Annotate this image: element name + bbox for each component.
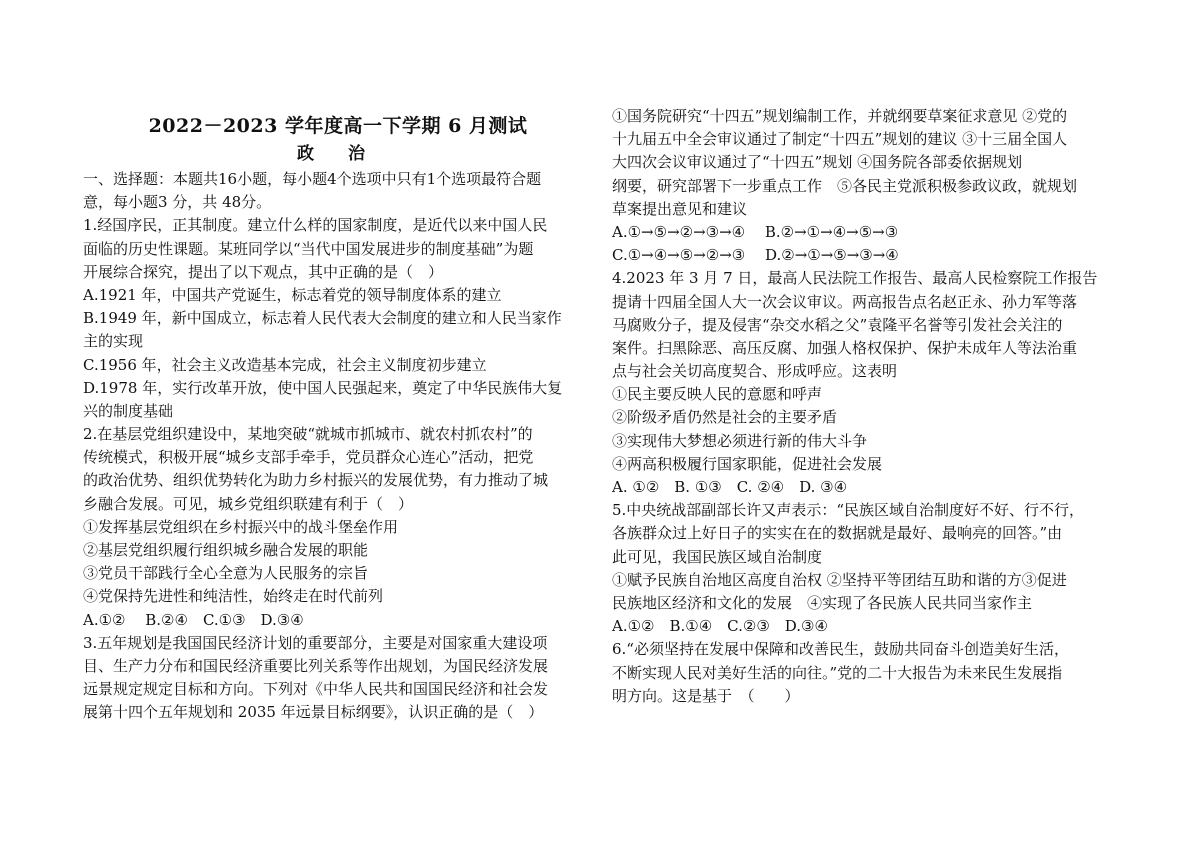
text-line: C.①→④→⑤→②→③ D.②→①→⑤→③→④ (612, 246, 899, 265)
text-line: ①民主要反映人民的意愿和呼声 (612, 385, 823, 404)
text-line: 3.五年规划是我国国民经济计划的重要部分，主要是对国家重大建设项 (83, 633, 548, 652)
text-line: ③实现伟大梦想必须进行新的伟大斗争 (612, 431, 868, 450)
text-line: 远景规定规定目标和方向。下列对《中华人民共和国国民经济和社会发 (83, 680, 549, 699)
text-line: 2.在基层党组织建设中，某地突破“就城市抓城市、就农村抓农村”的 (83, 425, 533, 444)
text-line: ③党员干部践行全心全意为人民服务的宗旨 (83, 564, 369, 583)
text-line: C.1956 年，社会主义改造基本完成，社会主义制度初步建立 (83, 355, 487, 374)
text-line: A.①→⑤→②→③→④ B.②→①→④→⑤→③ (612, 222, 899, 241)
text-line: 纲要，研究部署下一步重点工作 ⑤各民主党派积极参政议政，就规划 (612, 176, 1078, 195)
text-line: 的政治优势、组织优势转化为助力乡村振兴的发展优势，有力推动了城 (83, 471, 549, 490)
text-line: D.1978 年，实行改革开放，使中国人民强起来，奠定了中华民族伟大复 (83, 378, 563, 397)
text-line: 不断实现人民对美好生活的向往。”党的二十大报告为未来民生发展指 (612, 663, 1063, 682)
text-line: 意，每小题3 分，共 48分。 (83, 193, 272, 212)
text-line: 草案提出意见和建议 (612, 199, 748, 218)
text-line: 乡融合发展。可见，城乡党组织联建有利于（ ） (83, 494, 414, 513)
text-line: 5.中央统战部副部长许又声表示：“民族区域自治制度好不好、行不行， (612, 501, 1084, 520)
text-line: 6.“必须坚持在发展中保障和改善民生，鼓励共同奋斗创造美好生活， (612, 640, 1069, 659)
text-line: 目、生产力分布和国民经济重要比列关系等作出规划，为国民经济发展 (83, 656, 549, 675)
text-line: ①赋予民族自治地区高度自治权 ②坚持平等团结互助和谐的方③促进 (612, 570, 1067, 589)
text-line: ①发挥基层党组织在乡村振兴中的战斗堡垒作用 (83, 517, 399, 536)
text-line: 案件。扫黑除恶、高压反腐、加强人格权保护、保护未成年人等法治重 (612, 338, 1078, 357)
left-text-block (83, 168, 593, 725)
text-line: 开展综合探究，提出了以下观点，其中正确的是（ ） (83, 262, 444, 281)
text-line: ①国务院研究“十四五”规划编制工作，并就纲要草案征求意见 ②党的 (612, 107, 1068, 125)
text-line: 马腐败分子，提及侵害“杂交水稻之父”袁隆平名誉等引发社会关注的 (612, 315, 1063, 334)
left-column (83, 0, 593, 725)
text-line: ④党保持先进性和纯洁性，始终走在时代前列 (83, 587, 384, 606)
right-column (612, 0, 1120, 708)
text-line: 大四次会议审议通过了“十四五”规划 ④国务院各部委依据规划 (612, 153, 1023, 172)
text-line: 传统模式，积极开展“城乡支部手牵手，党员群众心连心”活动，把党 (83, 448, 534, 467)
text-line: A. ①② B. ①③ C. ②④ D. ③④ (612, 478, 848, 496)
text-line: 1.经国序民，正其制度。建立什么样的国家制度，是近代以来中国人民 (83, 216, 548, 235)
text-line: 提请十四届全国人大一次会议审议。两高报告点名赵正永、孙力军等落 (612, 292, 1078, 311)
text-line: 十九届五中全会审议通过了制定“十四五”规划的建议 ③十三届全国人 (612, 130, 1068, 149)
text-line: 面临的历史性课题。某班同学以“当代中国发展进步的制度基础”为题 (83, 239, 534, 258)
text-line: 主的实现 (83, 332, 144, 351)
exam-title: 2022－2023 学年度高一下学期 6 月测试 (148, 115, 528, 137)
text-line: B.1949 年，新中国成立，标志着人民代表大会制度的建立和人民当家作 (83, 309, 562, 328)
text-line: 点与社会关切高度契合、形成呼应。这表明 (612, 362, 898, 381)
text-line: A.①② B.②④ C.①③ D.③④ (83, 610, 304, 629)
text-line: ④两高积极履行国家职能，促进社会发展 (612, 454, 883, 473)
text-line: 此可见，我国民族区域自治制度 (612, 547, 823, 566)
text-line: 兴的制度基础 (83, 401, 174, 420)
subject-heading: 政 治 (297, 144, 379, 164)
text-line: ②阶级矛盾仍然是社会的主要矛盾 (612, 408, 838, 427)
text-line: 民族地区经济和文化的发展 ④实现了各民族人民共同当家作主 (612, 593, 1033, 612)
text-line: 明方向。这是基于 （ ） (612, 686, 800, 705)
text-line: 各族群众过上好日子的实实在在的数据就是最好、最响亮的回答。”由 (612, 524, 1063, 543)
text-line: 一、选择题：本题共16小题，每小题4个选项中只有1个选项最符合题 (83, 170, 542, 188)
text-line: ②基层党组织履行组织城乡融合发展的职能 (83, 541, 369, 559)
text-line: A.1921 年，中国共产党诞生，标志着党的领导制度体系的建立 (83, 285, 502, 304)
text-line: 展第十四个五年规划和 2035 年远景目标纲要》，认识正确的是（ ） (83, 703, 544, 722)
text-line: A.①② B.①④ C.②③ D.③④ (612, 617, 828, 636)
text-line: 4.2023 年 3 月 7 日，最高人民法院工作报告、最高人民检察院工作报告 (612, 269, 1098, 288)
right-text-block (612, 105, 1120, 708)
